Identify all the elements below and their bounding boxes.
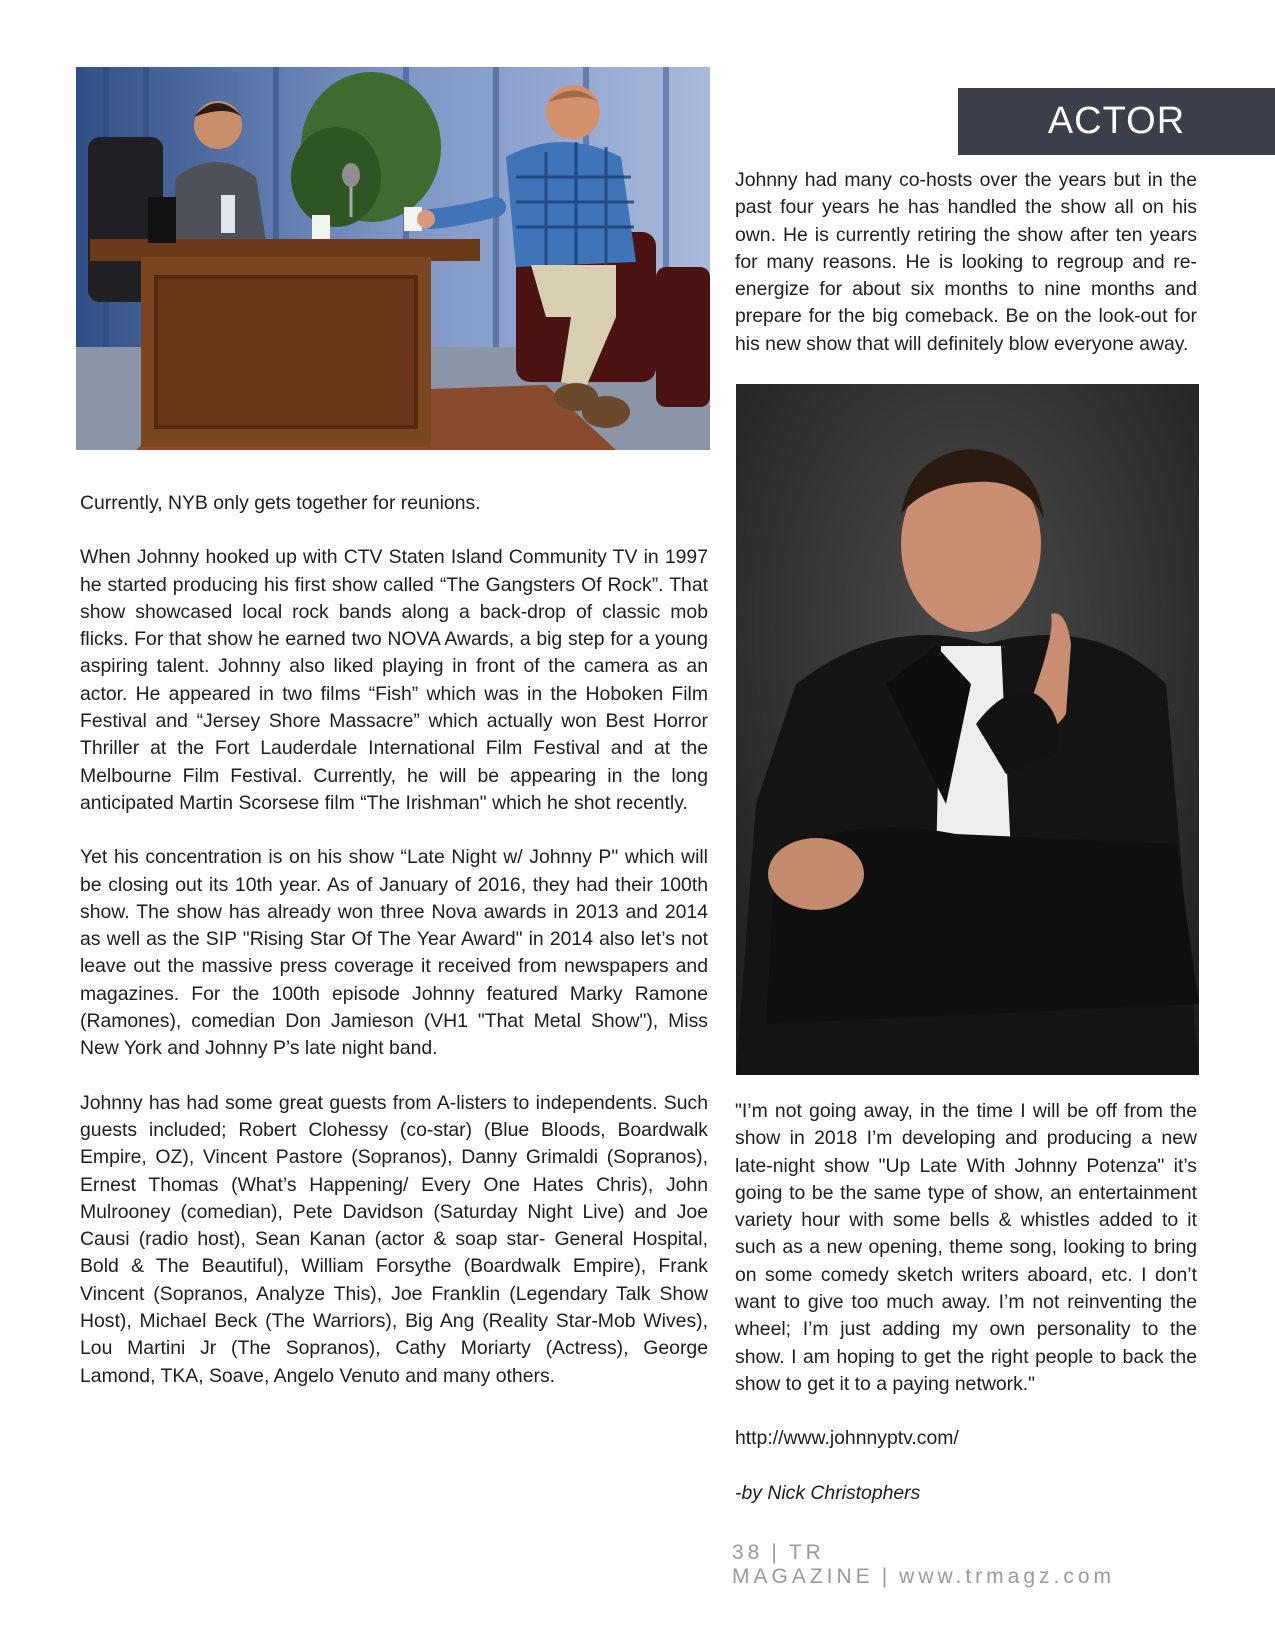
portrait-illustration <box>736 384 1199 1075</box>
right-column-quote <box>735 1098 1197 1534</box>
left-column-article <box>80 490 708 1417</box>
magazine-website[interactable]: www.trmagz.com <box>899 1565 1116 1588</box>
paragraph: When Johnny hooked up with CTV Staten Island Community TV in 1997 he started producing his first show called “The Gangsters Of Rock”. That show showcased local rock bands along a back-drop of classic mob flicks. For that show he earned two NOVA Awards, a big step for a young aspiring talent. Johnny also liked playing in front of the camera as an actor. He appeared in two films “Fish” which was in the Hoboken Film Festival and “Jersey Shore Massacre” which actually won Best Horror Thriller at the Fort Lauderdale International Film Festival and at the Melbourne Film Festival. Currently, he will be appearing in the long anticipated Martin Scorsese film “The Irishman" which he shot recently. <box>80 546 708 814</box>
author-byline: -by Nick Christophers <box>735 1481 921 1504</box>
quote-paragraph: "I’m not going away, in the time I will be off from the show in 2018 I’m developing and producing a new late-night show "Up Late With Johnny Potenza" it’s going to be the same type of show, an entertainment variety hour with some bells & whistles added to it such as a new opening, theme song, looking to bring on some comedy sketch writers aboard, etc. I don’t want to give too much away. I’m not reinventing the wheel; I’m just adding my own personality to the show. I am hoping to get the right people to back the show to get it to a paying network." <box>735 1100 1197 1395</box>
page-number: 38 <box>732 1541 764 1564</box>
footer-divider: | <box>881 1565 892 1588</box>
paragraph: Johnny had many co-hosts over the years but in the past four years he has handled the show all on his own. He is currently retiring the show after ten years for many reasons. He is looking to regroup and re-energize for about six months to nine months and prepare for the big comeback. Be on the look-out for his new show that will definitely blow everyone away. <box>735 169 1197 355</box>
paragraph: Yet his concentration is on his show “Late Night w/ Johnny P" which will be closing out its 10th year. As of January of 2016, they had their 100th show. The show has already won three Nova awards in 2013 and 2014 as well as the SIP "Rising Star Of The Year Award" in 2014 also let’s not leave out the massive press coverage it received from newspapers and magazines. For the 100th episode Johnny featured Marky Ramone (Ramones), comedian Don Jamieson (VH1 "That Metal Show"), Miss New York and Johnny P’s late night band. <box>80 846 708 1060</box>
section-tag: ACTOR <box>958 88 1275 155</box>
studio-interview-photo <box>76 67 710 450</box>
paragraph: Currently, NYB only gets together for reunions. <box>80 492 481 514</box>
portrait-photo <box>736 384 1199 1075</box>
website-link[interactable]: http://www.johnnyptv.com/ <box>735 1427 959 1450</box>
studio-interview-illustration <box>76 67 710 450</box>
paragraph: Johnny has had some great guests from A-listers to independents. Such guests included; Robert Clohessy (co-star) (Blue Bloods, Boardwalk Empire, OZ), Vincent Pastore (Sopranos), Danny Grimaldi (Sopranos), Ernest Thomas (What’s Happening/ Every One Hates Chris), John Mulrooney (comedian), Pete Davidson (Saturday Night Live) and Joe Causi (radio host), Sean Kanan (actor & soap star- General Hospital, Bold & The Beautiful), William Forsythe (Boardwalk Empire), Frank Vincent (Sopranos, Analyze This), Joe Franklin (Legendary Talk Show Host), Michael Beck (The Warriors), Big Ang (Reality Star-Mob Wives), Lou Martini Jr (The Sopranos), Cathy Moriarty (Actress), George Lamond, TKA, Soave, Angelo Venuto and many others. <box>80 1091 708 1387</box>
magazine-name: TR MAGAZINE <box>732 1541 874 1588</box>
page-footer <box>732 1541 1212 1589</box>
footer-divider: | <box>771 1541 781 1564</box>
right-column-intro <box>735 167 1197 385</box>
